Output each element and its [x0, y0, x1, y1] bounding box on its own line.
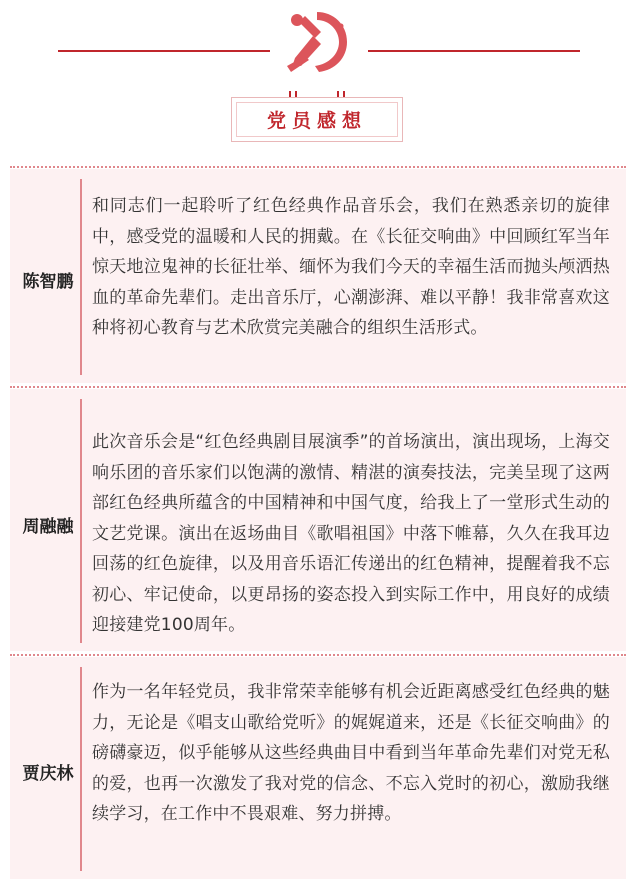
- entry-text: 和同志们一起聆听了红色经典作品音乐会，我们在熟悉亲切的旋律中，感受党的温暖和人民的拥戴。在《长征交响曲》中回顾红军当年惊天地泣鬼神的长征壮举、缅怀为我们今天的幸福生活而抛头颅洒热血的革命先辈们。走出音乐厅，心潮澎湃、难以平静！我非常喜欢这种将初心教育与艺术欣赏完美融合的组织生活形式。: [92, 196, 610, 338]
- member-name: 贾庆林: [22, 764, 74, 784]
- entry-card: [10, 657, 626, 879]
- member-name: 周融融: [22, 517, 74, 537]
- title-inner-frame: [236, 102, 398, 137]
- entry-vertical-line: [80, 667, 82, 871]
- entry-vertical-line: [80, 399, 82, 643]
- entry-text: 作为一名年轻党员，我非常荣幸能够有机会近距离感受红色经典的魅力，无论是《唱支山歌给党听》的娓娓道来，还是《长征交响曲》的磅礴豪迈，似乎能够从这些经典曲目中看到当年革命先辈们对党无私的爱，也再一次激发了我对党的信念、不忘入党时的初心，激励我继续学习，在工作中不畏艰难、努力拼搏。: [92, 682, 610, 824]
- header-divider-left: [58, 50, 270, 52]
- divider-dotted: [10, 166, 626, 168]
- entry-text: 此次音乐会是“红色经典剧目展演季”的首场演出，演出现场，上海交响乐团的音乐家们以饱满的激情、精湛的演奏技法，完美呈现了这两部红色经典所蕴含的中国精神和中国气度，给我上了一堂形式生动的文艺党课。演出在返场曲目《歌唱祖国》中落下帷幕，久久在我耳边回荡的红色旋律，以及用音乐语汇传递出的红色精神，提醒着我不忘初心、牢记使命，以更昂扬的姿态投入到实际工作中，用良好的成绩迎接建党100周年。: [92, 432, 610, 635]
- divider-dotted: [10, 386, 626, 388]
- divider-dotted: [10, 654, 626, 656]
- title-box: [231, 97, 403, 142]
- page-title: 党员感想: [266, 110, 367, 132]
- party-emblem-icon: [275, 4, 359, 80]
- header: [0, 0, 633, 160]
- entry-vertical-line: [80, 179, 82, 375]
- entry-card: [10, 389, 626, 651]
- header-divider-right: [368, 50, 580, 52]
- member-name: 陈智鹏: [22, 272, 74, 292]
- entry-card: [10, 169, 626, 383]
